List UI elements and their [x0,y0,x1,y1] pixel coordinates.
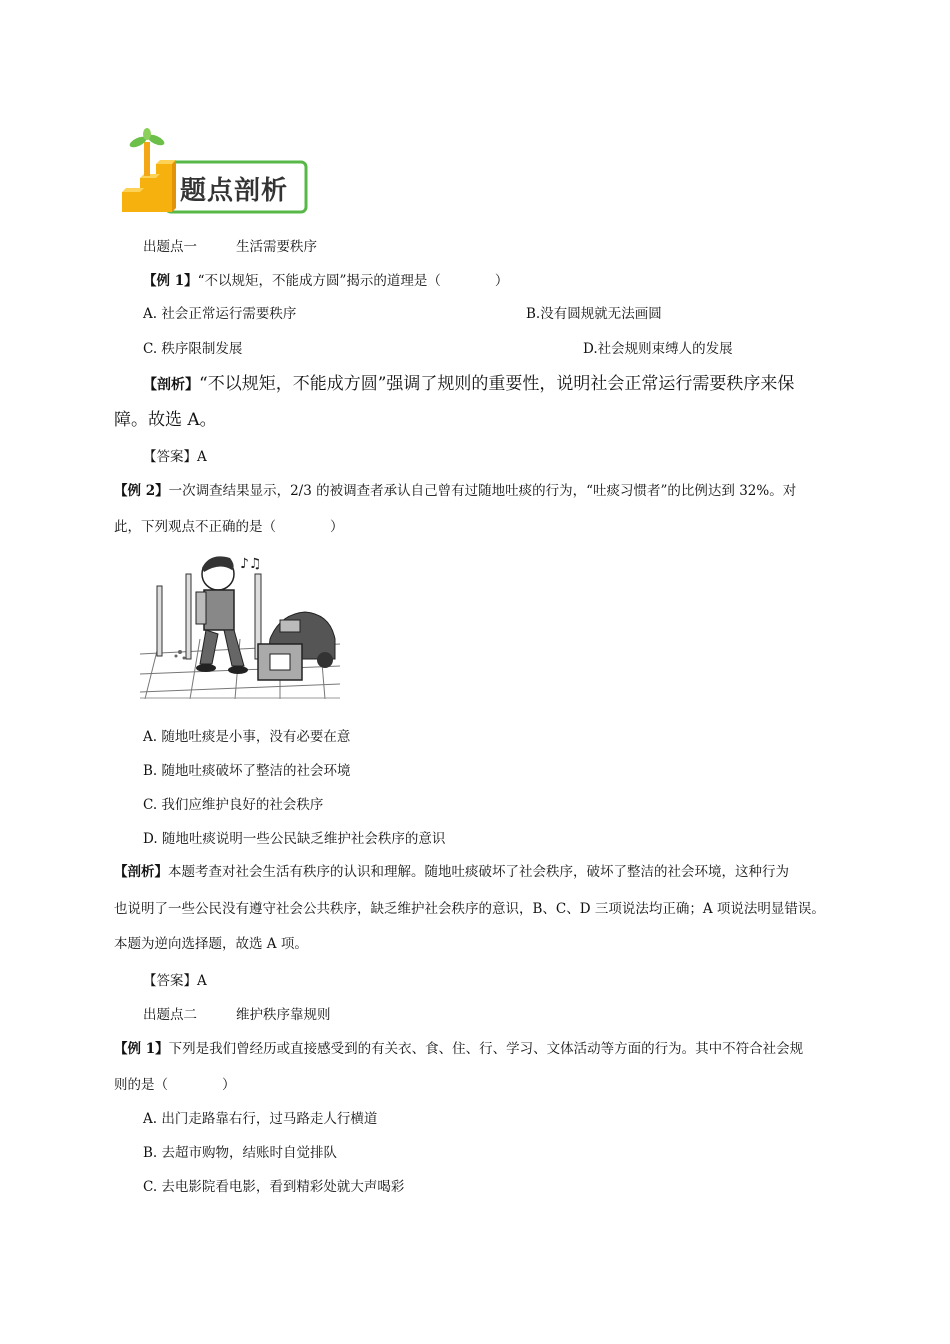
section2-title: 维护秩序靠规则 [236,1007,331,1023]
example-tag: 【例 1】 [114,1041,169,1057]
question-text: “不以规矩，不能成方圆”揭示的道理是（ ） [197,273,509,289]
option-b: B. 去超市购物，结账时自觉排队 [143,1145,338,1161]
analysis-line1 [114,863,789,881]
answer: 【答案】A [143,449,207,465]
option-d: D.社会规则束缚人的发展 [583,341,733,357]
section-header-logo [116,128,311,224]
question-text: 下列是我们曾经历或直接感受到的有关衣、食、住、行、学习、文体活动等方面的行为。其中不符合社会规 [168,1041,804,1057]
example2-question-line1 [114,482,796,500]
option-b: B. 随地吐痰破坏了整洁的社会环境 [143,763,351,779]
option-c: C. 去电影院看电影，看到精彩处就大声喝彩 [143,1179,405,1195]
s2-example1-question-line2: 则的是（ ） [114,1077,236,1093]
analysis-tag: 【剖析】 [114,864,168,880]
section2-label: 出题点二 [143,1007,197,1023]
svg-text:♪♫: ♪♫ [240,556,262,572]
option-d: D. 随地吐痰说明一些公民缺乏维护社会秩序的意识 [143,831,446,847]
option-a: A. 社会正常运行需要秩序 [143,306,297,322]
section1-label: 出题点一 [143,239,197,255]
section-header-title: 题点剖析 [180,176,289,206]
analysis-tag: 【剖析】 [143,377,199,393]
option-c: C. 秩序限制发展 [143,341,243,357]
analysis-line3: 本题为逆向选择题，故选 A 项。 [114,936,308,952]
option-b: B.没有圆规就无法画圆 [526,306,662,322]
spitting-illustration [140,544,340,699]
example-tag: 【例 2】 [114,483,169,499]
analysis-line2: 障。故选 A。 [114,410,217,430]
example2-question-line2: 此，下列观点不正确的是（ ） [114,519,344,535]
option-a: A. 出门走路靠右行，过马路走人行横道 [143,1111,378,1127]
analysis-line1 [143,373,794,396]
answer: 【答案】A [143,973,207,989]
analysis-text: “不以规矩，不能成方圆”强调了规则的重要性，说明社会正常运行需要秩序来保 [199,374,795,394]
street-scene-image [140,544,340,699]
analysis-line2: 也说明了一些公民没有遵守社会公共秩序，缺乏维护社会秩序的意识，B、C、D 三项说法均正确；A 项说法明显错误。 [114,901,825,917]
option-c: C. 我们应维护良好的社会秩序 [143,797,324,813]
question-text: 一次调查结果显示，2/3 的被调查者承认自己曾有过随地吐痰的行为，“吐痰习惯者”的比例达到 32%。对 [168,483,797,499]
s2-example1-question-line1 [114,1040,803,1058]
example1-question [143,272,508,290]
analysis-text: 本题考查对社会生活有秩序的认识和理解。随地吐痰破坏了社会秩序，破坏了整洁的社会环境，这种行为 [168,864,789,880]
option-a: A. 随地吐痰是小事，没有必要在意 [143,729,351,745]
example-tag: 【例 1】 [143,273,198,289]
section1-title: 生活需要秩序 [236,239,317,255]
